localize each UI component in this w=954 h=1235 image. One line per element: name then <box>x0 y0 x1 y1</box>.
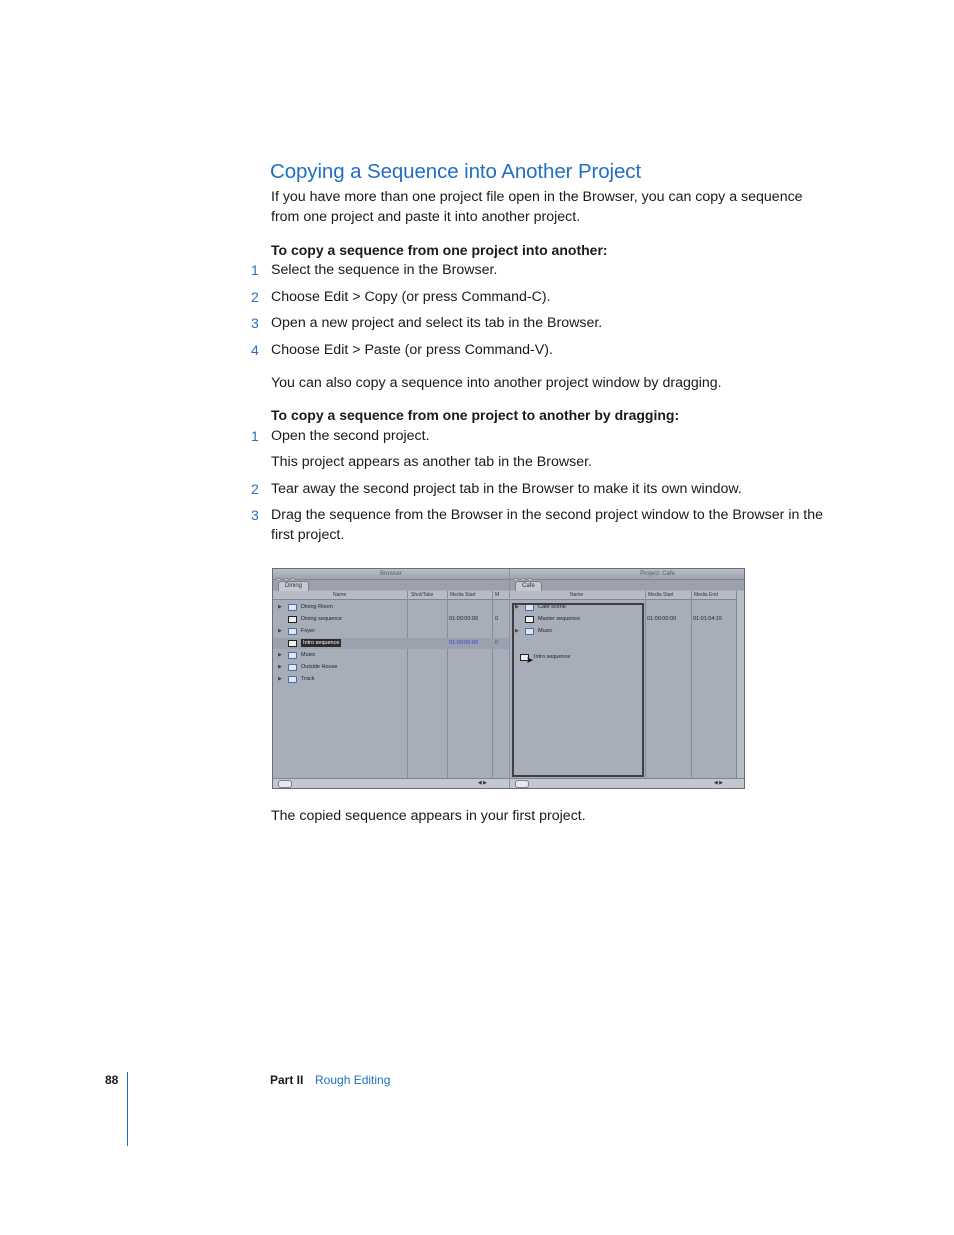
disclosure-triangle-icon[interactable]: ▶ <box>278 604 282 610</box>
disclosure-triangle-icon[interactable]: ▶ <box>278 652 282 658</box>
intro-paragraph: If you have more than one project file open in the Browser, you can copy a sequence from one project and paste it into another project. <box>271 189 803 225</box>
browser-titlebar <box>273 569 509 580</box>
disclosure-triangle-icon[interactable]: ▶ <box>515 604 519 610</box>
disclosure-triangle-icon[interactable]: ▶ <box>278 676 282 682</box>
browser-window <box>273 569 509 788</box>
task1-step1-number: 1 <box>251 262 259 278</box>
page-number: 88 <box>105 1073 119 1087</box>
task1-step1-text: Select the sequence in the Browser. <box>271 262 498 278</box>
project-column-header <box>510 591 745 600</box>
list-item[interactable]: ▶ Cafe scene <box>510 602 745 613</box>
task2-lead: To copy a sequence from one project to another by dragging: <box>271 407 680 423</box>
project-titlebar <box>510 569 745 580</box>
drop-target-outline <box>512 603 644 777</box>
disclosure-triangle-icon[interactable]: ▶ <box>515 628 519 634</box>
horizontal-scrollbar[interactable] <box>273 778 509 788</box>
scroll-arrows-icon[interactable]: ◀ ▶ <box>477 780 487 786</box>
sequence-icon <box>288 616 297 623</box>
footer-rule <box>127 1072 128 1146</box>
mouse-cursor-icon: ➤ <box>526 655 534 665</box>
list-item[interactable]: ▶ Outside House <box>273 662 509 673</box>
task2-step2-number: 2 <box>251 481 259 497</box>
tab-dining[interactable]: Dining <box>278 581 309 591</box>
task2-step2-text: Tear away the second project tab in the Browser to make it its own window. <box>271 481 742 497</box>
task1-lead: To copy a sequence from one project into another: <box>271 242 608 258</box>
folder-icon <box>288 676 297 683</box>
col-name[interactable]: Name <box>570 592 584 598</box>
scroll-arrows-icon[interactable]: ◀ ▶ <box>713 780 723 786</box>
list-item[interactable]: ▶ Dining Room <box>273 602 509 613</box>
list-item[interactable]: ▶ Track <box>273 674 509 685</box>
vertical-scrollbar[interactable] <box>736 591 745 778</box>
task1-step2-number: 2 <box>251 289 259 305</box>
col-extra[interactable]: M <box>495 592 500 598</box>
list-item[interactable]: ▶ Foyer <box>273 626 509 637</box>
browser-title: Browser <box>379 571 402 577</box>
folder-icon <box>288 652 297 659</box>
col-media-start[interactable]: Media Start <box>648 592 674 598</box>
browser-screenshot-figure <box>272 568 745 789</box>
dragged-item[interactable]: Intro sequence <box>518 652 745 663</box>
folder-icon <box>288 604 297 611</box>
browser-column-header <box>273 591 509 600</box>
scroll-thumb[interactable] <box>278 780 292 788</box>
project-title: Project: Cafe <box>640 571 675 577</box>
footer-part: Part II <box>270 1073 304 1087</box>
task2-step1-number: 1 <box>251 428 259 444</box>
task1-step4-text: Choose Edit > Paste (or press Command-V). <box>271 342 553 358</box>
task2-step3-number: 3 <box>251 507 259 523</box>
list-item[interactable]: Dining sequence 01:00:00:00 0 <box>273 614 509 625</box>
task1-step2-text: Choose Edit > Copy (or press Command-C). <box>271 289 551 305</box>
project-cafe-window <box>510 569 745 788</box>
also-paragraph: You can also copy a sequence into another project window by dragging. <box>271 375 722 391</box>
list-item[interactable]: ▶ Music <box>510 626 745 637</box>
section-heading: Copying a Sequence into Another Project <box>270 160 642 183</box>
list-item[interactable]: ▶ Music <box>273 650 509 661</box>
task1-step4-number: 4 <box>251 342 259 358</box>
col-media-start[interactable]: Media Start <box>450 592 476 598</box>
sequence-icon <box>288 640 297 647</box>
list-item[interactable]: Master sequence 01:00:00:00 01:01:04:15 <box>510 614 745 625</box>
col-shot-take[interactable]: Shot/Take <box>411 592 434 598</box>
col-media-end[interactable]: Media End <box>694 592 718 598</box>
folder-icon <box>288 664 297 671</box>
task1-step3-number: 3 <box>251 315 259 331</box>
tab-cafe[interactable]: Cafe <box>515 581 542 591</box>
footer-section: Rough Editing <box>315 1073 391 1087</box>
task2-step3-text: Drag the sequence from the Browser in the second project window to the Browser in the first project. <box>271 507 824 543</box>
list-item-selected[interactable]: Intro sequence 01:00:00:00 0 <box>273 638 509 649</box>
folder-icon <box>288 628 297 635</box>
scroll-thumb[interactable] <box>515 780 529 788</box>
horizontal-scrollbar[interactable] <box>510 778 745 788</box>
task2-step1-note: This project appears as another tab in the Browser. <box>271 454 592 470</box>
task2-step1-text: Open the second project. <box>271 428 430 444</box>
disclosure-triangle-icon[interactable]: ▶ <box>278 664 282 670</box>
figure-caption: The copied sequence appears in your first project. <box>271 808 586 824</box>
task1-step3-text: Open a new project and select its tab in the Browser. <box>271 315 603 331</box>
col-name[interactable]: Name <box>333 592 347 598</box>
disclosure-triangle-icon[interactable]: ▶ <box>278 628 282 634</box>
